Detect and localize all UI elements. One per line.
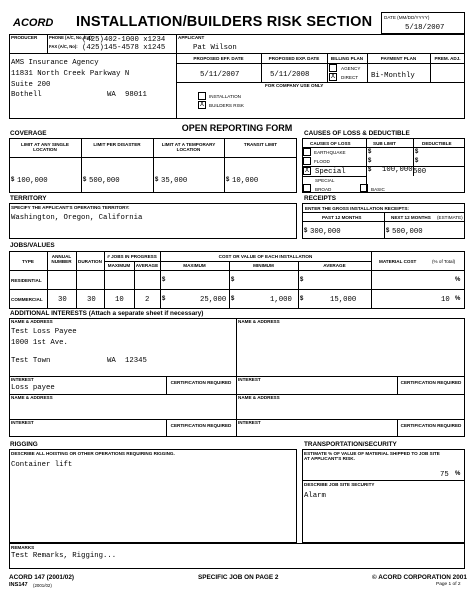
rigging-label: DESCRIBE ALL HOISTING OR OTHER OPERATIONS REQUIRING RIGGING. [11, 451, 175, 456]
territory-label: SPECIFY THE APPLICANT'S OPERATING TERRITORY: [11, 205, 130, 210]
special-checkbox[interactable]: X [304, 167, 310, 175]
ai-cert-label-4: CERTIFICATION REQUIRED [400, 423, 462, 428]
past-12-label: PAST 12 MONTHS [322, 215, 362, 220]
jobs-h-avg: AVERAGE [135, 263, 159, 268]
special-sublimit[interactable]: 100,000 [382, 166, 413, 174]
proposed-eff-label: PROPOSED EFF. DATE [193, 56, 244, 61]
broad-checkbox[interactable] [303, 184, 311, 192]
coverage-v4[interactable]: 10,000 [232, 177, 259, 185]
jobs-h-annual: ANNUAL NUMBER [51, 254, 72, 264]
producer-state[interactable]: WA [107, 91, 116, 99]
ai-line1[interactable]: Test Loss Payee [11, 328, 77, 336]
jobs-h-cmax: MAXIMUM [183, 263, 206, 268]
applicant-label: APPLICANT [178, 35, 205, 40]
producer-name[interactable]: AMS Insurance Agency [11, 59, 99, 67]
producer-phone[interactable]: (425)402-1000 x1234 [82, 36, 166, 44]
ai-cert-label-2: CERTIFICATION REQUIRED [400, 380, 462, 385]
coverage-col3: LIMIT AT A TEMPORARY LOCATION [161, 142, 216, 152]
ai-interest-label-1: INTEREST [11, 377, 34, 382]
proposed-eff-value[interactable]: 5/11/2007 [200, 71, 240, 79]
causes-title: CAUSES OF LOSS & DEDUCTIBLE [304, 130, 410, 137]
direct-checkbox[interactable]: X [330, 73, 336, 81]
special-label: SPECIAL [315, 178, 335, 183]
ai-cert-label-1: CERTIFICATION REQUIRED [170, 380, 232, 385]
ai-state[interactable]: WA [107, 357, 116, 365]
producer-fax[interactable]: (425)145-4578 x1245 [82, 44, 166, 52]
agency-label: AGENCY [341, 66, 361, 71]
jobs-h-matcost: MATERIAL COST [379, 259, 417, 264]
ai-name-label-2: NAME & ADDRESS [238, 319, 280, 324]
proposed-exp-label: PROPOSED EXP. DATE [268, 56, 320, 61]
builders-risk-label: BUILDERS RISK [209, 103, 244, 108]
territory-title: TERRITORY [10, 195, 47, 202]
causes-col2: SUB LIMIT [373, 141, 396, 146]
ai-name-label-3: NAME & ADDRESS [11, 395, 53, 400]
ai-interest-value[interactable]: Loss payee [11, 384, 55, 392]
form-title: INSTALLATION/BUILDERS RISK SECTION [76, 14, 373, 30]
company-use-label: FOR COMPANY USE ONLY [265, 83, 324, 88]
ai-name-label-1: NAME & ADDRESS [11, 319, 53, 324]
commercial-label: COMMERCIAL [11, 297, 43, 302]
transport-est-value[interactable]: 75 [440, 471, 449, 479]
ai-cert-label-3: CERTIFICATION REQUIRED [170, 423, 232, 428]
phone-label: PHONE (A/C, No, Ext): [49, 35, 94, 40]
date-label: DATE (MM/DD/YYYY) [384, 15, 430, 20]
coverage-v1[interactable]: 100,000 [17, 177, 48, 185]
commercial-cavg[interactable]: 15,000 [330, 296, 357, 304]
jobs-h-cmin: MINIMUM [253, 263, 274, 268]
jobs-h-cavg: AVERAGE [323, 263, 346, 268]
open-reporting-title: OPEN REPORTING FORM [181, 123, 293, 133]
producer-label: PRODUCER [11, 35, 38, 40]
ai-zip[interactable]: 12345 [125, 357, 147, 365]
producer-address1[interactable]: 11831 North Creek Parkway N [11, 70, 130, 78]
builders-risk-checkbox[interactable]: X [199, 101, 205, 109]
jobs-h-pct: (% of Total) [432, 259, 456, 264]
payment-plan-label: PAYMENT PLAN [380, 56, 417, 61]
basic-label: BASIC [371, 187, 385, 192]
rigging-title: RIGGING [10, 441, 38, 448]
date-value[interactable]: 5/18/2007 [405, 24, 445, 32]
ai-name-label-4: NAME & ADDRESS [238, 395, 280, 400]
ai-city[interactable]: Test Town [11, 357, 51, 365]
additional-title: ADDITIONAL INTERESTS (Attach a separate sheet if necessary) [10, 310, 204, 317]
basic-checkbox[interactable] [360, 184, 368, 192]
coverage-title: COVERAGE [10, 130, 47, 137]
installation-label: INSTALLATION [209, 94, 241, 99]
jobs-h-progress: # JOBS IN PROGRESS [107, 254, 157, 259]
commercial-annual[interactable]: 30 [58, 296, 67, 304]
jobs-title: JOBS/VALUES [10, 242, 55, 249]
proposed-exp-value[interactable]: 5/11/2008 [270, 71, 310, 79]
jobs-h-cost: COST OR VALUE OF EACH INSTALLATION [218, 254, 313, 259]
ai-interest-label-2: INTEREST [238, 377, 261, 382]
prem-adj-label: PREM. ADJ. [434, 56, 461, 61]
jobs-h-duration: DURATION [78, 259, 102, 264]
coverage-col4: TRANSIT LIMIT [243, 142, 278, 147]
transport-est-label: ESTIMATE % OF VALUE OF MATERIAL SHIPPED TO JOB SITE AT APPLICANT'S RISK. [304, 451, 440, 461]
causes-col3: DEDUCTIBLE [422, 141, 452, 146]
direct-label: DIRECT [341, 75, 359, 80]
transport-security-label: DESCRIBE JOB SITE SECURITY [304, 482, 375, 487]
remarks-label: REMARKS [11, 545, 35, 550]
fax-label: FAX (A/C, No): [49, 44, 78, 49]
ai-interest-label-4: INTEREST [238, 420, 261, 425]
remarks-value[interactable]: Test Remarks, Rigging... [11, 552, 117, 560]
territory-value[interactable]: Washington, Oregon, California [11, 214, 143, 222]
commercial-max[interactable]: 10 [115, 296, 124, 304]
billing-plan-label: BILLING PLAN [330, 56, 364, 61]
earthquake-checkbox[interactable] [303, 148, 311, 156]
receipts-next[interactable]: 500,000 [392, 228, 423, 236]
earthquake-label: EARTHQUAKE [314, 150, 346, 155]
broad-label: BROAD [315, 187, 332, 192]
agency-checkbox[interactable] [329, 64, 337, 72]
transport-security-value[interactable]: Alarm [304, 492, 326, 500]
jobs-h-max: MAXIMUM [107, 263, 131, 268]
flood-checkbox[interactable] [303, 157, 311, 165]
footer-form2-sub: (2001/02) [33, 583, 52, 588]
commercial-cmax[interactable]: 25,000 [200, 296, 227, 304]
producer-address2[interactable]: Suite 200 [11, 81, 51, 89]
commercial-duration[interactable]: 30 [87, 296, 96, 304]
next-12-label: NEXT 12 MONTHS [391, 215, 431, 220]
applicant-value[interactable]: Pat Wilson [193, 44, 237, 52]
acord-logo: ACORD [13, 17, 54, 29]
receipts-title: RECEIPTS [304, 195, 336, 202]
coverage-col2: LIMIT PER DISASTER [93, 142, 141, 147]
ai-interest-label-3: INTEREST [11, 420, 34, 425]
special-text[interactable]: Special [315, 168, 346, 176]
producer-zip[interactable]: 98011 [125, 91, 147, 99]
transport-box [302, 449, 465, 543]
installation-checkbox[interactable] [198, 92, 206, 100]
payment-plan-value[interactable]: Bi-Monthly [371, 72, 415, 80]
rigging-value[interactable]: Container lift [11, 461, 73, 469]
estimate-label: (ESTIMATE) [437, 215, 463, 220]
residential-label: RESIDENTIAL [11, 278, 42, 283]
footer-form2: INS147 [9, 582, 28, 588]
ai-line2[interactable]: 1000 1st Ave. [11, 339, 68, 347]
causes-col1: CAUSES OF LOSS [310, 141, 351, 146]
coverage-col1: LIMIT AT ANY SINGLE LOCATION [21, 142, 69, 152]
footer-corp: © ACORD CORPORATION 2001 [372, 574, 467, 581]
jobs-h-type: TYPE [22, 259, 34, 264]
footer-center: SPECIFIC JOB ON PAGE 2 [198, 574, 279, 581]
commercial-pct[interactable]: 10 [441, 296, 450, 304]
receipts-past[interactable]: 300,000 [310, 228, 341, 236]
footer-page: Page 1 of 2 [436, 582, 461, 587]
flood-label: FLOOD [314, 159, 330, 164]
footer-form: ACORD 147 (2001/02) [9, 574, 75, 581]
commercial-avg[interactable]: 2 [145, 296, 150, 304]
coverage-v3[interactable]: 35,000 [161, 177, 188, 185]
transport-title: TRANSPORTATION/SECURITY [304, 441, 397, 448]
coverage-v2[interactable]: 500,000 [89, 177, 120, 185]
producer-city[interactable]: Bothell [11, 91, 42, 99]
special-deductible[interactable]: 500 [413, 168, 427, 176]
receipts-label: ENTER THE GROSS INSTALLATION RECEIPTS: [305, 206, 409, 211]
commercial-cmin[interactable]: 1,000 [270, 296, 292, 304]
